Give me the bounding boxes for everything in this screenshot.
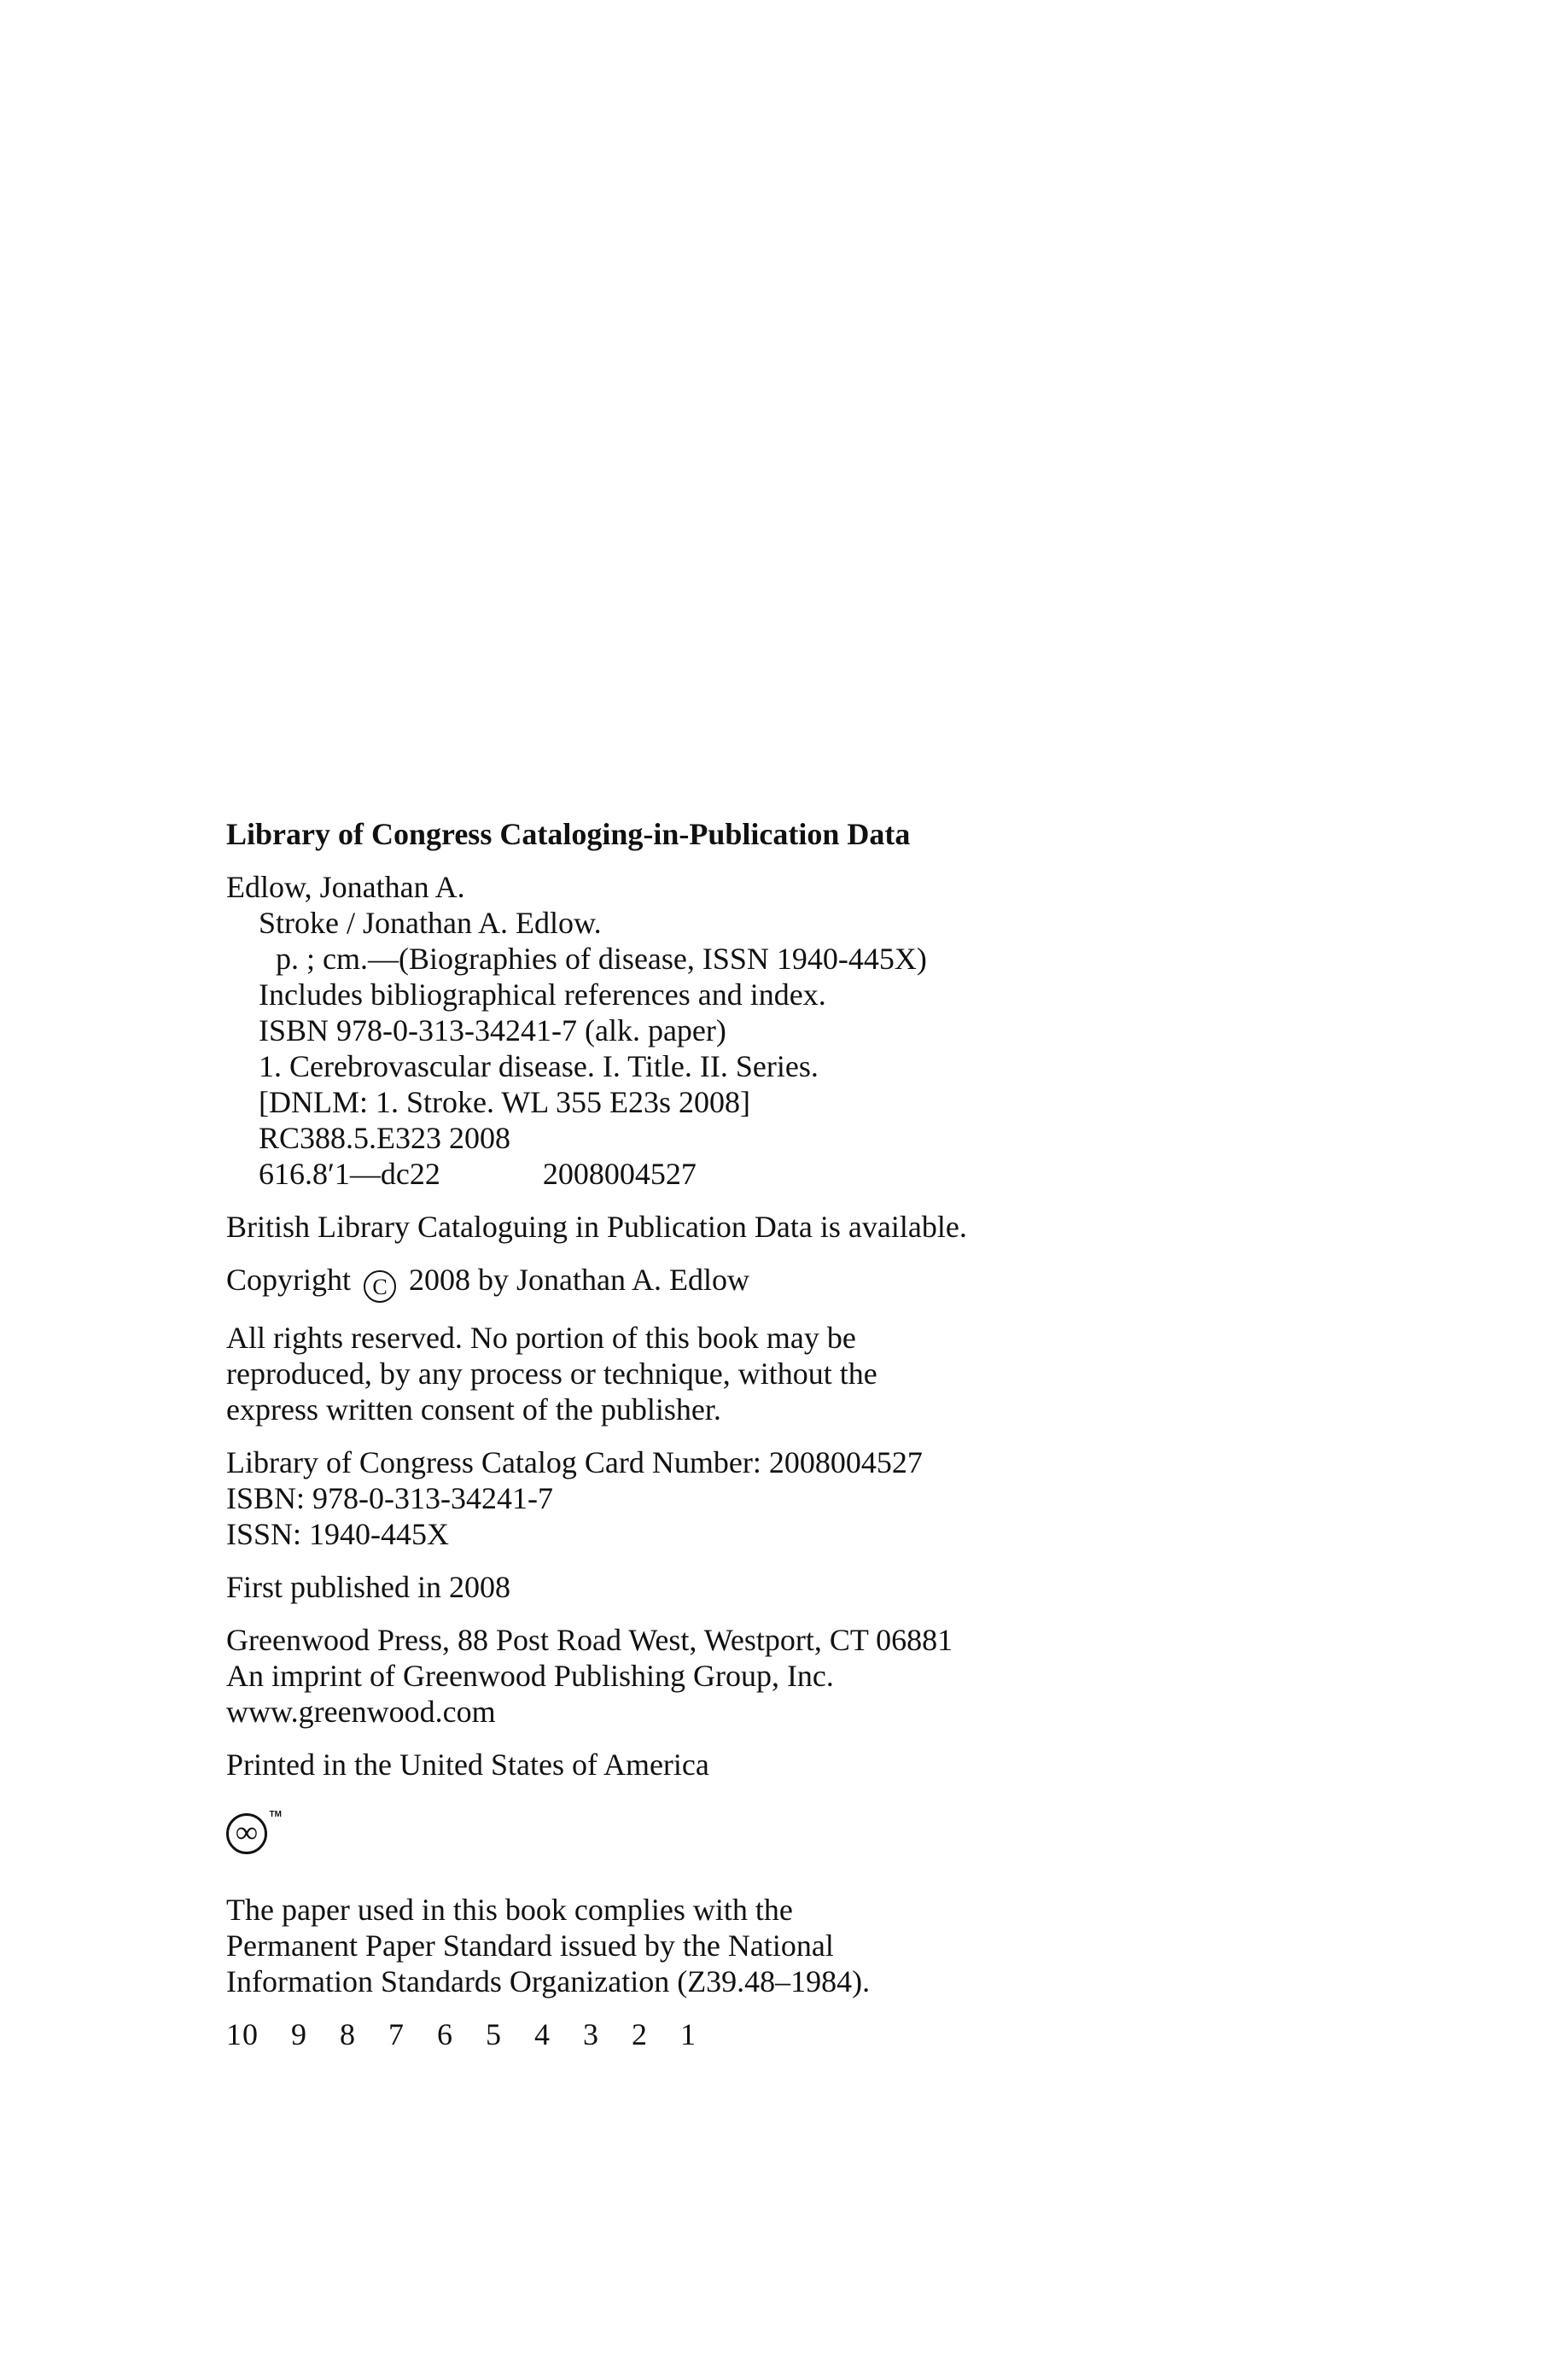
paper-icon-row bbox=[226, 1810, 1421, 1858]
paper-notice-line: Permanent Paper Standard issued by the National bbox=[226, 1928, 834, 1963]
cip-block bbox=[226, 816, 1421, 1192]
british-library-note: British Library Cataloguing in Publication Data is available. bbox=[226, 1210, 967, 1244]
rights-block bbox=[226, 1320, 1421, 1427]
cip-author: Edlow, Jonathan A. bbox=[226, 870, 465, 904]
trademark-mark: TM bbox=[269, 1810, 282, 1819]
cip-dewey: 616.8′1—dc22 bbox=[259, 1157, 440, 1191]
cip-lc-class: RC388.5.E323 2008 bbox=[259, 1121, 511, 1155]
copyright-prefix: Copyright bbox=[226, 1263, 352, 1297]
copyright-line bbox=[226, 1262, 1421, 1303]
publisher-block bbox=[226, 1622, 1421, 1730]
paper-notice-line: The paper used in this book complies with the bbox=[226, 1893, 793, 1927]
isbn-line: ISBN: 978-0-313-34241-7 bbox=[226, 1481, 553, 1515]
cip-record bbox=[226, 869, 1421, 1192]
copyright-page bbox=[226, 816, 1421, 2052]
first-published: First published in 2008 bbox=[226, 1570, 511, 1604]
lccn-line: Library of Congress Catalog Card Number: 2008004527 bbox=[226, 1445, 923, 1479]
rights-line: All rights reserved. No portion of this book may be bbox=[226, 1321, 856, 1355]
cip-isbn: ISBN 978-0-313-34241-7 (alk. paper) bbox=[259, 1013, 726, 1047]
printed-in: Printed in the United States of America bbox=[226, 1748, 709, 1782]
cip-notes: Includes bibliographical references and index. bbox=[259, 977, 826, 1012]
cip-title: Stroke / Jonathan A. Edlow. bbox=[259, 906, 602, 940]
paper-notice bbox=[226, 1892, 1421, 1999]
paper-notice-line: Information Standards Organization (Z39.48–1984). bbox=[226, 1964, 871, 1998]
copyright-rest: 2008 by Jonathan A. Edlow bbox=[409, 1263, 749, 1297]
identifiers-block bbox=[226, 1444, 1421, 1552]
cip-subjects: 1. Cerebrovascular disease. I. Title. II. Series. bbox=[259, 1049, 819, 1083]
permanent-paper-infinity-icon bbox=[226, 1810, 282, 1854]
cip-physical: p. ; cm.—(Biographies of disease, ISSN 1940-445X) bbox=[276, 942, 927, 976]
rights-line: reproduced, by any process or technique, without the bbox=[226, 1357, 877, 1391]
rights-line: express written consent of the publisher. bbox=[226, 1392, 721, 1427]
copyright-symbol-icon: C bbox=[364, 1270, 396, 1303]
cip-dnlm: [DNLM: 1. Stroke. WL 355 E23s 2008] bbox=[259, 1085, 750, 1119]
publisher-website: www.greenwood.com bbox=[226, 1695, 496, 1729]
printing-line: 10 9 8 7 6 5 4 3 2 1 bbox=[226, 2017, 697, 2051]
publisher-address: Greenwood Press, 88 Post Road West, Westport, CT 06881 bbox=[226, 1623, 953, 1657]
infinity-glyph: ∞ bbox=[236, 1815, 258, 1849]
cip-heading: Library of Congress Cataloging-in-Publication Data bbox=[226, 817, 911, 851]
cip-dewey-row bbox=[226, 1156, 1421, 1192]
cip-lccn: 2008004527 bbox=[542, 1157, 697, 1191]
issn-line: ISSN: 1940-445X bbox=[226, 1517, 450, 1551]
publisher-imprint: An imprint of Greenwood Publishing Group, Inc. bbox=[226, 1659, 834, 1693]
